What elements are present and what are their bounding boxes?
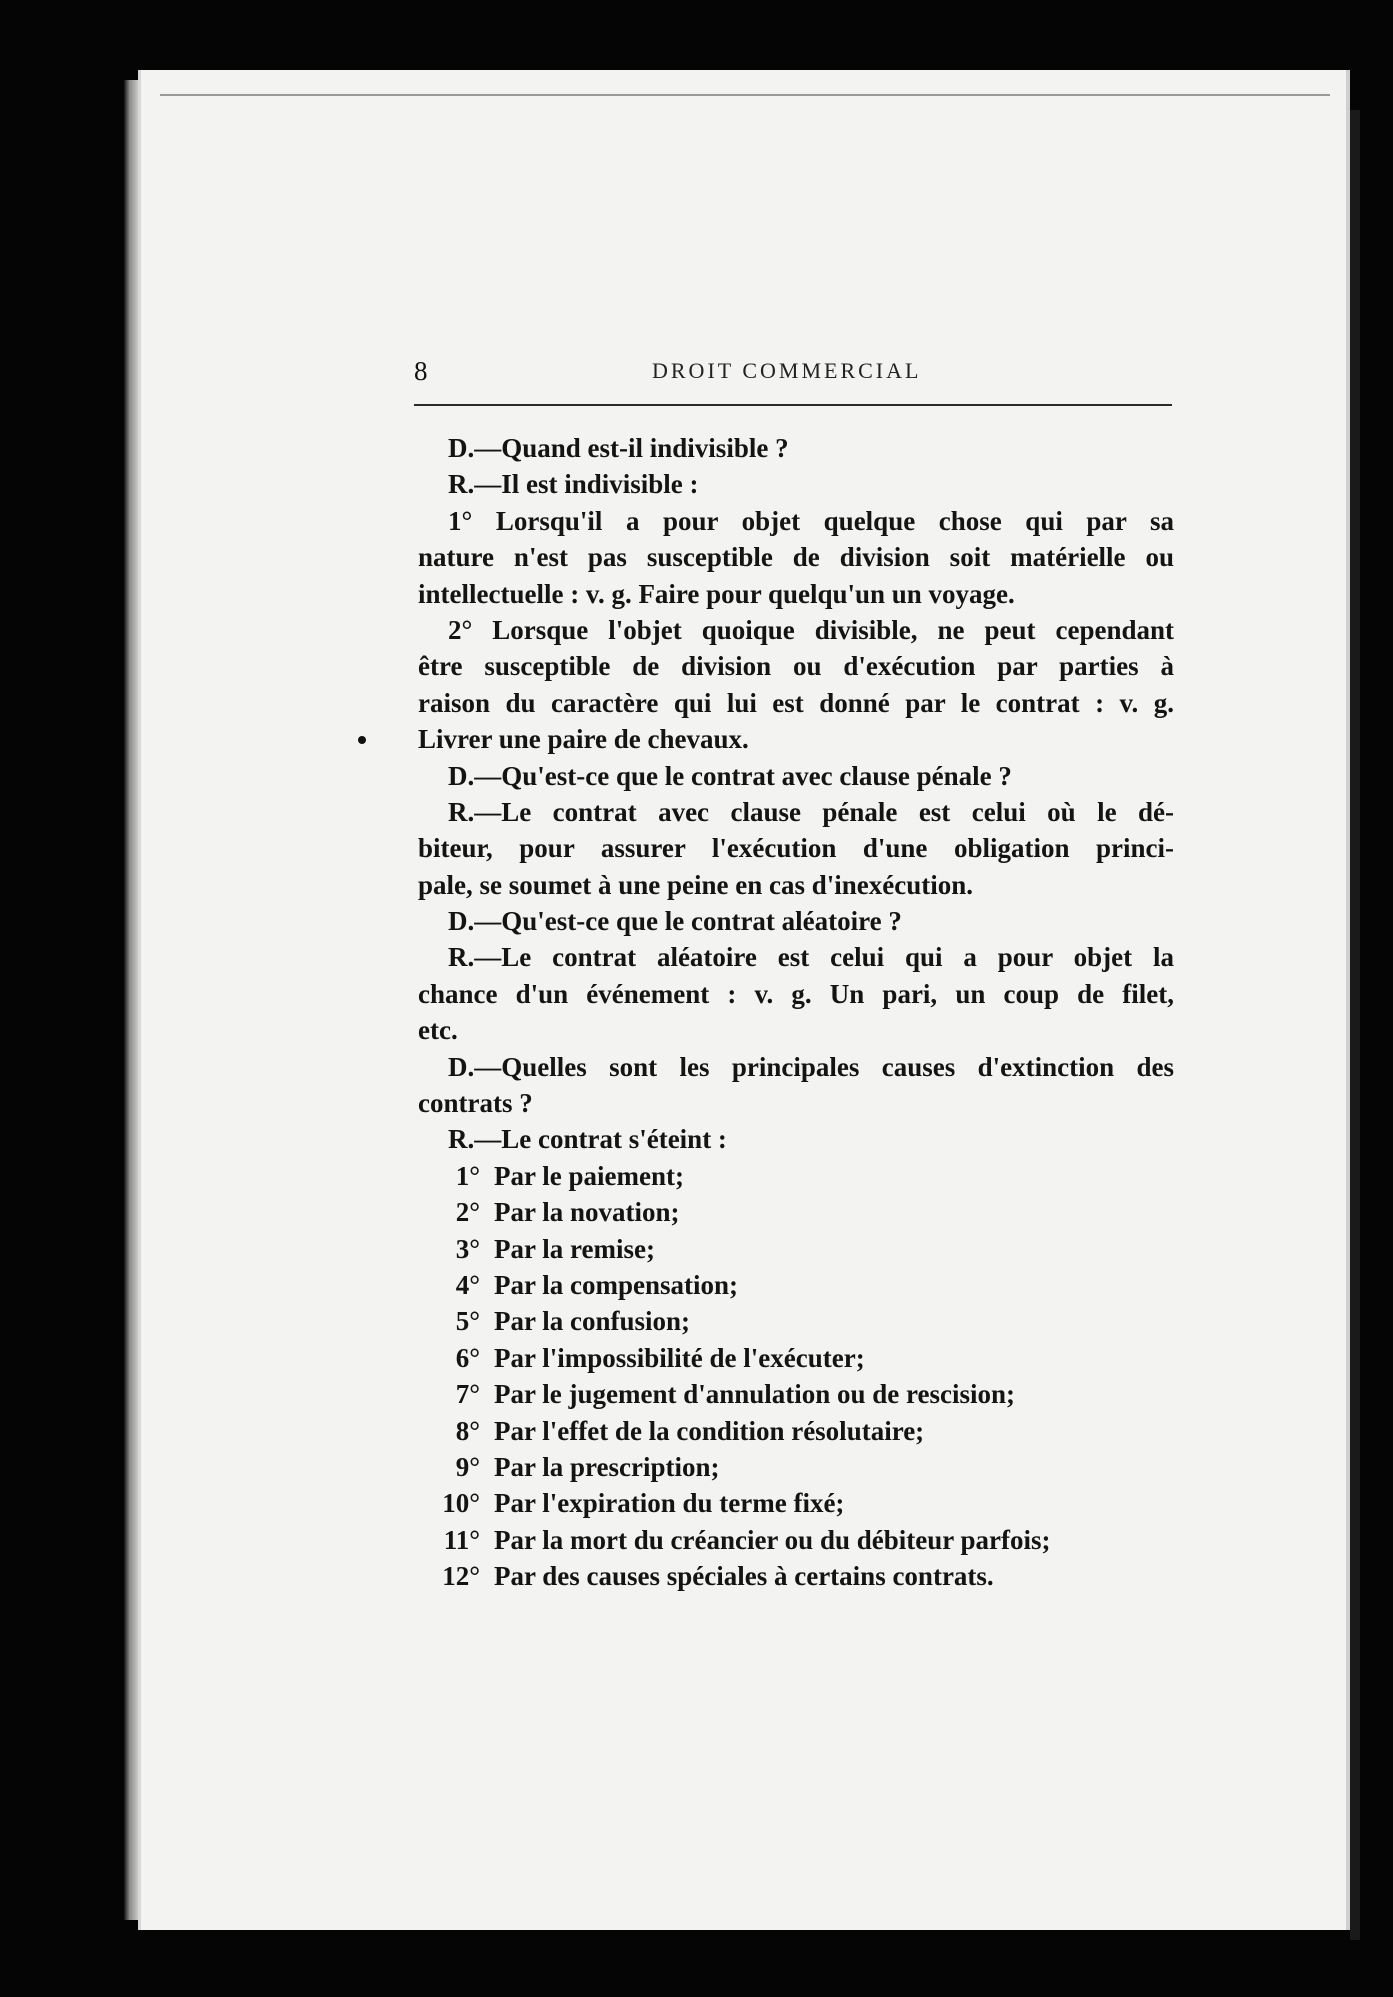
list-item-number: 8° [455,1415,480,1446]
paragraph-line: Livrer une paire de chevaux. [418,724,749,755]
list-item [418,1449,1174,1485]
list-item-number: 1° [455,1160,480,1191]
list-item [418,1522,1174,1558]
list-item [418,1558,1174,1594]
list-item-text: Par la remise; [494,1233,655,1264]
paragraph-line: 2° Lorsque l'objet quoique divisible, ne peut cependant [448,614,1174,645]
list-item [418,1340,1174,1376]
paragraph-line: chance d'un événement : v. g. Un pari, un coup de filet, [418,978,1174,1009]
page-top-edge [160,94,1330,96]
list-item-text: Par l'effet de la condition résolutaire; [494,1415,925,1446]
list-item-number: 10° [442,1488,480,1519]
list-item [418,1485,1174,1521]
list-item-number: 11° [443,1524,480,1555]
header-rule [414,404,1172,406]
list-item-number: 7° [455,1379,480,1410]
question-line: D.—Quand est-il indivisible ? [448,433,789,463]
list-item [418,1376,1174,1412]
paragraph-line: etc. [418,1015,458,1046]
list-item [418,1158,1174,1194]
list-item-text: Par la compensation; [494,1269,738,1300]
list-item-number: 5° [455,1306,480,1337]
answer-line: R.—Il est indivisible : [448,469,699,500]
list-item-text: Par le jugement d'annulation ou de rescision; [494,1379,1016,1410]
running-head: DROIT COMMERCIAL [652,358,922,383]
list-item-text: Par l'impossibilité de l'exécuter; [494,1342,865,1373]
list-item-number: 4° [455,1269,480,1300]
list-item-text: Par la novation; [494,1197,680,1228]
page-number: 8 [414,356,428,386]
list-item [418,1413,1174,1449]
answer-line: R.—Le contrat s'éteint : [448,1124,727,1155]
list-item-text: Par la mort du créancier ou du débiteur parfois; [494,1524,1051,1555]
question-line: contrats ? [418,1088,533,1119]
book-right-edge [1350,110,1360,1940]
extinction-causes-list [418,1158,1174,1595]
list-item-number: 6° [455,1342,480,1373]
question-line: D.—Qu'est-ce que le contrat aléatoire ? [448,906,902,937]
question-line: D.—Qu'est-ce que le contrat avec clause pénale ? [448,760,1012,791]
list-item-number: 3° [455,1233,480,1264]
list-item-number: 12° [442,1561,480,1592]
paragraph-line: R.—Le contrat aléatoire est celui qui a pour objet la [448,942,1174,973]
paragraph-line: 1° Lorsqu'il a pour objet quelque chose qui par sa [448,505,1174,536]
list-item-text: Par des causes spéciales à certains contrats. [494,1561,994,1592]
paragraph-line: biteur, pour assurer l'exécution d'une obligation princi- [418,833,1174,864]
list-item-text: Par l'expiration du terme fixé; [494,1488,845,1519]
paragraph-line: nature n'est pas susceptible de division soit matérielle ou [418,542,1174,573]
paragraph-line: raison du caractère qui lui est donné par le contrat : v. g. [418,687,1174,718]
paragraph-line: être susceptible de division ou d'exécution par parties à [418,651,1174,682]
list-item-text: Par la confusion; [494,1306,691,1337]
list-item-text: Par le paiement; [494,1160,684,1191]
paragraph-line: intellectuelle : v. g. Faire pour quelqu'un un voyage. [418,578,1015,609]
margin-mark [358,736,366,744]
page-body [418,430,1174,1595]
paragraph-line: R.—Le contrat avec clause pénale est celui où le dé- [448,796,1174,827]
list-item [418,1267,1174,1303]
paragraph-line: pale, se soumet à une peine en cas d'inexécution. [418,869,974,900]
list-item-number: 2° [455,1197,480,1228]
list-item [418,1231,1174,1267]
list-item [418,1194,1174,1230]
list-item-text: Par la prescription; [494,1451,720,1482]
book-spine-edge [124,80,138,1920]
question-line: D.—Quelles sont les principales causes d'extinction des [448,1051,1174,1082]
list-item [418,1303,1174,1339]
list-item-number: 9° [455,1451,480,1482]
page-header [414,356,1170,390]
